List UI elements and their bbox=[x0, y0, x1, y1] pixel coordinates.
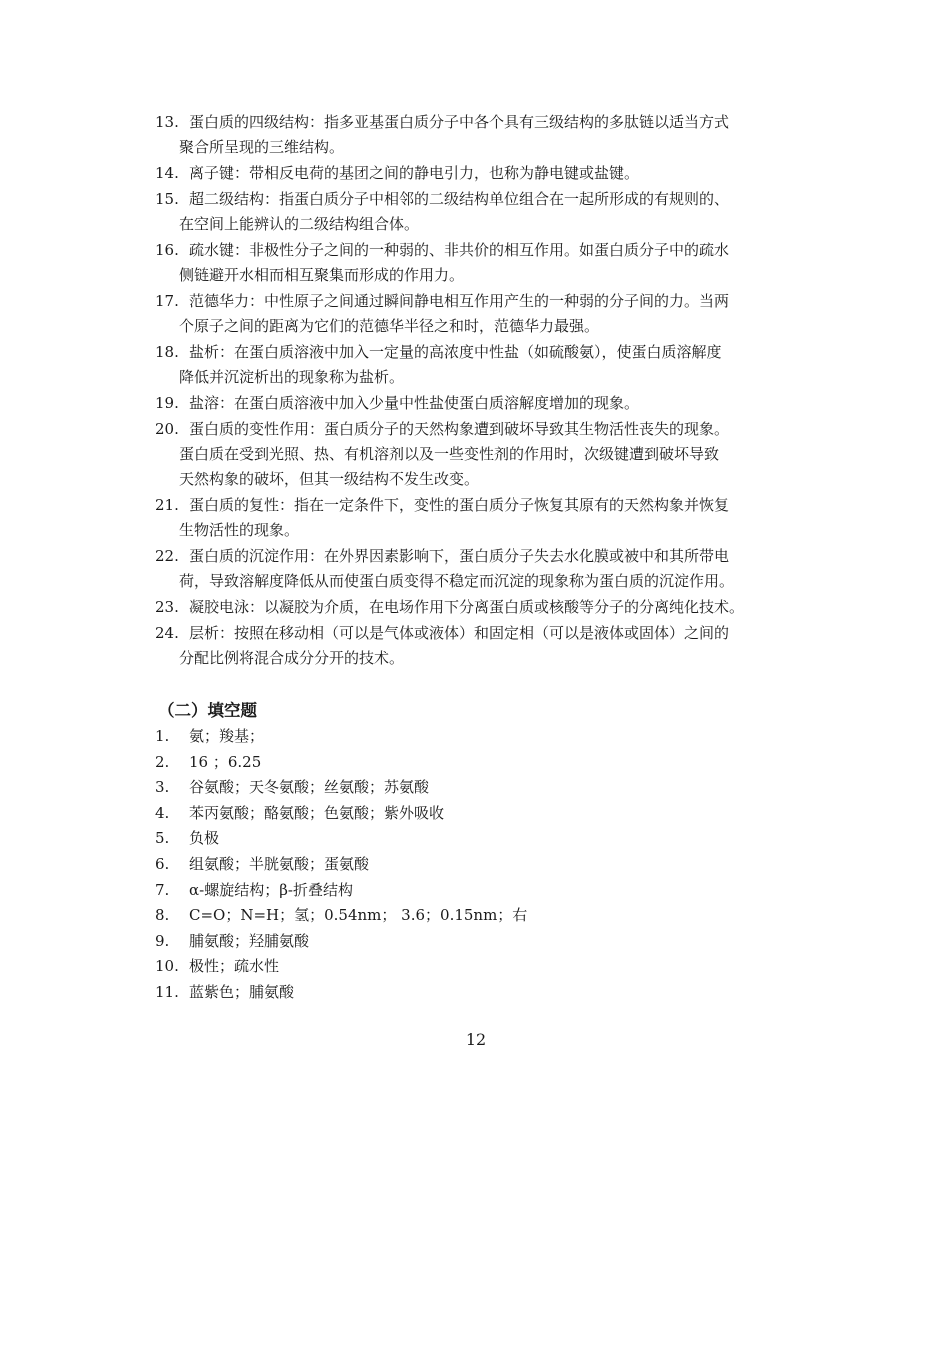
fill-answer-item bbox=[155, 903, 795, 929]
definition-item bbox=[155, 289, 795, 339]
item-text: 蛋白质的四级结构：指多亚基蛋白质分子中各个具有三级结构的多肽链以适当方式 bbox=[189, 113, 730, 131]
answer-text: 苯丙氨酸；酪氨酸；色氨酸；紫外吸收 bbox=[189, 803, 445, 822]
item-number: 1. bbox=[155, 727, 170, 745]
item-number: 6. bbox=[155, 854, 170, 873]
item-continuation: 荷，导致溶解度降低从而使蛋白质变得不稳定而沉淀的现象称为蛋白质的沉淀作用。 bbox=[179, 572, 735, 590]
item-number: 24. bbox=[155, 624, 179, 642]
item-continuation: 个原子之间的距离为它们的范德华半径之和时，范德华力最强。 bbox=[179, 317, 600, 335]
item-continuation: 降低并沉淀析出的现象称为盐析。 bbox=[179, 368, 405, 386]
fill-answer-item bbox=[155, 801, 795, 827]
item-text: 盐析：在蛋白质溶液中加入一定量的高浓度中性盐（如硫酸氨），使蛋白质溶解度 bbox=[189, 343, 722, 361]
item-text: 蛋白质的沉淀作用：在外界因素影响下，蛋白质分子失去水化膜或被中和其所带电 bbox=[189, 547, 730, 565]
item-continuation: 天然构象的破坏，但其一级结构不发生改变。 bbox=[179, 470, 480, 488]
answer-text: 谷氨酸；天冬氨酸；丝氨酸；苏氨酸 bbox=[189, 778, 430, 797]
item-number: 9. bbox=[155, 931, 170, 950]
item-number: 16. bbox=[155, 241, 179, 259]
definition-item bbox=[155, 621, 795, 671]
item-number: 8. bbox=[155, 906, 170, 925]
item-number: 7. bbox=[155, 880, 170, 899]
item-number: 4. bbox=[155, 803, 170, 822]
item-text: 离子键：带相反电荷的基团之间的静电引力，也称为静电键或盐键。 bbox=[189, 164, 640, 182]
answer-text: C=O；N=H；氢；0.54nm； 3.6；0.15nm；右 bbox=[189, 906, 528, 925]
item-number: 10. bbox=[155, 957, 179, 976]
item-text: 盐溶：在蛋白质溶液中加入少量中性盐使蛋白质溶解度增加的现象。 bbox=[189, 394, 640, 412]
item-number: 23. bbox=[155, 598, 179, 616]
definition-item bbox=[155, 417, 795, 492]
definition-item bbox=[155, 238, 795, 288]
definition-item bbox=[155, 110, 795, 160]
item-number: 14. bbox=[155, 164, 179, 182]
item-text: 蛋白质的变性作用：蛋白质分子的天然构象遭到破坏导致其生物活性丧失的现象。 bbox=[189, 420, 730, 438]
fill-answers-list bbox=[155, 724, 795, 1006]
answer-text: 负极 bbox=[189, 829, 220, 848]
item-text: 凝胶电泳：以凝胶为介质，在电场作用下分离蛋白质或核酸等分子的分离纯化技术。 bbox=[189, 598, 745, 616]
item-continuation: 分配比例将混合成分分开的技术。 bbox=[179, 649, 405, 667]
fill-answer-item bbox=[155, 724, 795, 750]
item-continuation: 在空间上能辨认的二级结构组合体。 bbox=[179, 215, 420, 233]
definition-item bbox=[155, 493, 795, 543]
item-number: 17. bbox=[155, 292, 179, 310]
fill-answer-item bbox=[155, 954, 795, 980]
item-continuation: 蛋白质在受到光照、热、有机溶剂以及一些变性剂的作用时，次级键遭到破坏导致 bbox=[179, 445, 720, 463]
answer-text: 16 ；6.25 bbox=[189, 752, 262, 771]
item-number: 22. bbox=[155, 547, 179, 565]
fill-answer-item bbox=[155, 878, 795, 904]
page-number: 12 bbox=[465, 1030, 487, 1049]
definition-item bbox=[155, 187, 795, 237]
item-number: 13. bbox=[155, 113, 179, 131]
answer-text: 脯氨酸；羟脯氨酸 bbox=[189, 931, 310, 950]
fill-answer-item bbox=[155, 775, 795, 801]
item-number: 11. bbox=[155, 982, 179, 1001]
item-continuation: 生物活性的现象。 bbox=[179, 521, 300, 539]
answer-text: 组氨酸；半胱氨酸；蛋氨酸 bbox=[189, 854, 370, 873]
item-number: 2. bbox=[155, 752, 170, 771]
item-number: 5. bbox=[155, 829, 170, 848]
item-text: 疏水键：非极性分子之间的一种弱的、非共价的相互作用。如蛋白质分子中的疏水 bbox=[189, 241, 730, 259]
definition-item bbox=[155, 161, 795, 186]
item-continuation: 聚合所呈现的三维结构。 bbox=[179, 138, 345, 156]
definition-item bbox=[155, 340, 795, 390]
answer-text: α-螺旋结构；β-折叠结构 bbox=[189, 880, 353, 899]
item-text: 层析：按照在移动相（可以是气体或液体）和固定相（可以是液体或固体）之间的 bbox=[189, 624, 730, 642]
item-continuation: 侧链避开水相而相互聚集而形成的作用力。 bbox=[179, 266, 465, 284]
item-number: 3. bbox=[155, 778, 170, 797]
item-text: 蛋白质的复性：指在一定条件下，变性的蛋白质分子恢复其原有的天然构象并恢复 bbox=[189, 496, 730, 514]
fill-answer-item bbox=[155, 750, 795, 776]
answer-text: 氨；羧基； bbox=[189, 727, 265, 745]
item-number: 20. bbox=[155, 420, 179, 438]
item-text: 范德华力：中性原子之间通过瞬间静电相互作用产生的一种弱的分子间的力。当两 bbox=[189, 292, 730, 310]
definitions-list bbox=[155, 110, 795, 672]
item-number: 18. bbox=[155, 343, 179, 361]
answer-text: 极性；疏水性 bbox=[189, 957, 280, 976]
item-number: 19. bbox=[155, 394, 179, 412]
definition-item bbox=[155, 544, 795, 594]
fill-answer-item bbox=[155, 852, 795, 878]
fill-answer-item bbox=[155, 980, 795, 1006]
fill-answer-item bbox=[155, 826, 795, 852]
item-number: 21. bbox=[155, 496, 179, 514]
item-text: 超二级结构：指蛋白质分子中相邻的二级结构单位组合在一起所形成的有规则的、 bbox=[189, 190, 730, 208]
answer-text: 蓝紫色；脯氨酸 bbox=[189, 982, 295, 1001]
definition-item bbox=[155, 595, 795, 620]
item-number: 15. bbox=[155, 190, 179, 208]
definition-item bbox=[155, 391, 795, 416]
fill-answer-item bbox=[155, 929, 795, 955]
section-title: （二）填空题 bbox=[158, 701, 257, 720]
